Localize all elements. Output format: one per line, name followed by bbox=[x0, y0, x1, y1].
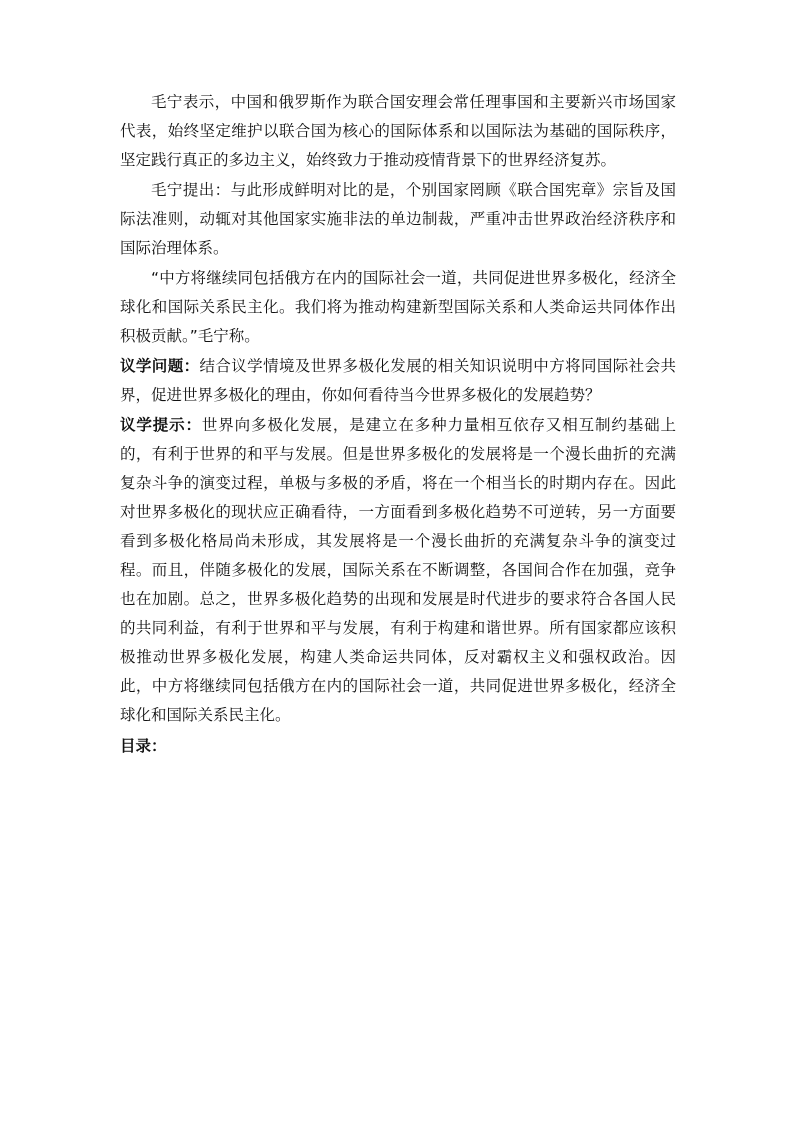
document-page bbox=[120, 88, 676, 761]
paragraph-mao-ning-quote: “中方将继续同包括俄方在内的国际社会一道，共同促进世界多极化，经济全球化和国际关系民主化。我们将为推动构建新型国际关系和人类命运共同体作出积极贡献。”毛宁称。 bbox=[120, 269, 676, 345]
discussion-hint bbox=[120, 411, 676, 730]
paragraph-mao-ning-contrast: 毛宁提出：与此形成鲜明对比的是，个别国家罔顾《联合国宪章》宗旨及国际法准则，动辄对其他国家实施非法的单边制裁，严重冲击世界政治经济秩序和国际治理体系。 bbox=[120, 181, 676, 257]
discussion-question bbox=[120, 352, 676, 410]
question-label: 议学问题： bbox=[120, 357, 200, 375]
hint-text: 世界向多极化发展，是建立在多种力量相互依存又相互制约基础上的，有利于世界的和平与发展。但是世界多极化的发展将是一个漫长曲折的充满复杂斗争的演变过程，单极与多极的矛盾，将在一个相当长的时期内存在。因此对世界多极化的现状应正确看待，一方面看到多极化趋势不可逆转，另一方面要看到多极化格局尚未形成，其发展将是一个漫长曲折的充满复杂斗争的演变过程。而且，伴随多极化的发展，国际关系在不断调整，各国间合作在加强，竞争也在加剧。总之，世界多极化趋势的出现和发展是时代进步的要求符合各国人民的共同利益，有利于世界和平与发展，有利于构建和谐世界。所有国家都应该积极推动世界多极化发展，构建人类命运共同体，反对霸权主义和强权政治。因此，中方将继续同包括俄方在内的国际社会一道，共同促进世界多极化，经济全球化和国际关系民主化。 bbox=[120, 416, 676, 724]
table-of-contents-heading: 目录： bbox=[120, 737, 167, 755]
question-text: 结合议学情境及世界多极化发展的相关知识说明中方将同国际社会共界，促进世界多极化的理由，你如何看待当今世界多极化的发展趋势？ bbox=[120, 357, 676, 404]
paragraph-mao-ning-statement: 毛宁表示，中国和俄罗斯作为联合国安理会常任理事国和主要新兴市场国家代表，始终坚定维护以联合国为核心的国际体系和以国际法为基础的国际秩序，坚定践行真正的多边主义，始终致力于推动疫情背景下的世界经济复苏。 bbox=[120, 93, 676, 169]
hint-label: 议学提示： bbox=[120, 416, 202, 434]
